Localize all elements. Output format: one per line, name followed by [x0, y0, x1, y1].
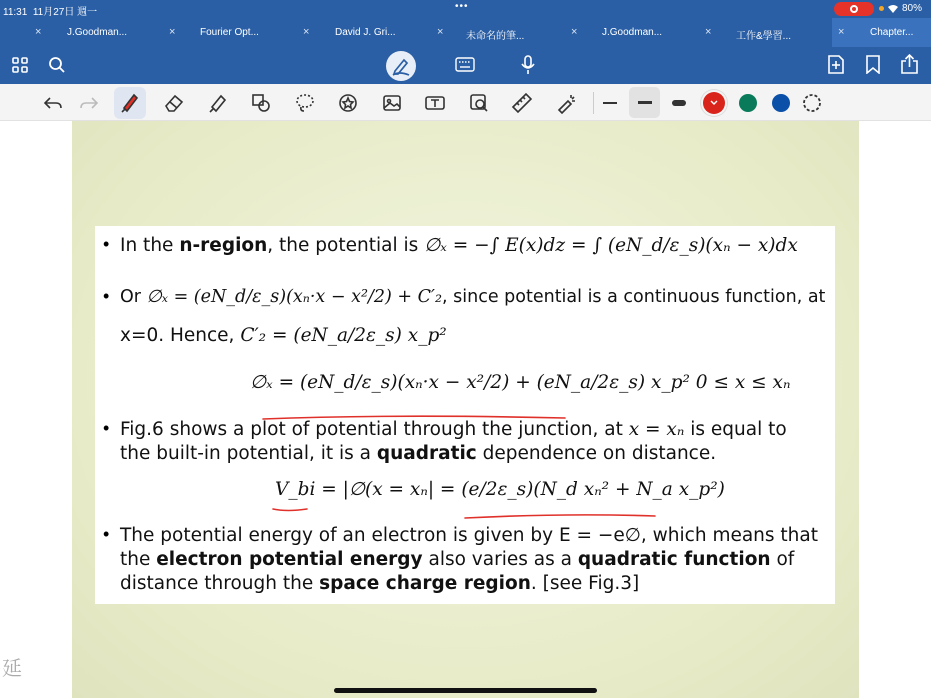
- keyboard-icon[interactable]: [455, 57, 475, 72]
- home-indicator[interactable]: [334, 688, 597, 693]
- equation-built-in-potential: V_bi = |∅(x = xₙ| = (e/2ε_s)(N_d xₙ² + N_a x_p²): [275, 479, 725, 500]
- toolbar-divider: [593, 92, 594, 114]
- bookmark-icon[interactable]: [866, 55, 880, 74]
- tab-2[interactable]: × Fourier Opt...: [169, 26, 259, 38]
- close-icon[interactable]: ×: [838, 26, 845, 38]
- sticker-icon[interactable]: [337, 92, 359, 114]
- pen-icon: [119, 91, 141, 113]
- equation-potential: ∅ₓ = (eN_d/ε_s)(xₙ·x − x²/2) + (eN_a/2ε_s) x_p² 0 ≤ x ≤ xₙ: [250, 372, 791, 393]
- bullet-1-text: In the n-region, the potential is ∅ₓ = −∫ E(x)dz = ∫ (eN_d/ε_s)(xₙ − x)dx: [120, 235, 798, 256]
- tab-4[interactable]: × 未命名的筆...: [437, 26, 525, 42]
- status-right: [879, 3, 922, 14]
- bullet-1: •: [103, 234, 110, 254]
- ruler-icon[interactable]: [511, 92, 533, 114]
- undo-icon[interactable]: [42, 92, 64, 114]
- bullet-2-line2: x=0. Hence, C′₂ = (eN_a/2ε_s) x_p²: [120, 325, 447, 346]
- tab-bar: [0, 18, 931, 47]
- bullet-4: •: [103, 524, 110, 544]
- color-red-button[interactable]: [703, 92, 725, 114]
- search-icon[interactable]: [48, 56, 66, 74]
- tab-7-active[interactable]: × Chapter...: [832, 18, 931, 47]
- write-mode-button[interactable]: [386, 51, 416, 81]
- lecture-slide[interactable]: [95, 226, 835, 604]
- stroke-medium-button[interactable]: [629, 87, 660, 118]
- shapes-icon[interactable]: [250, 92, 272, 114]
- tab-1[interactable]: × J.Goodman...: [35, 26, 128, 38]
- bullet-4-line3: distance through the space charge region. [see Fig.3]: [120, 573, 640, 594]
- main-toolbar: [0, 47, 931, 84]
- eraser-icon[interactable]: [163, 92, 185, 114]
- screenshot-icon[interactable]: [468, 92, 490, 114]
- tab-6[interactable]: × 工作&學習...: [705, 26, 792, 42]
- ink-underline-quadratic-term: [465, 515, 655, 518]
- bullet-3-line2: the built-in potential, it is a quadratic dependence on distance.: [120, 443, 717, 464]
- stroke-thin-button[interactable]: [603, 102, 617, 104]
- pen-tool-selected[interactable]: [114, 87, 146, 119]
- close-icon[interactable]: ×: [303, 26, 310, 38]
- bullet-3-text: Fig.6 shows a plot of potential through the junction, at x = xₙ is equal to: [120, 419, 787, 440]
- pen-write-icon: [391, 56, 411, 76]
- tab-3[interactable]: × David J. Gri...: [303, 26, 396, 38]
- bullet-2: •: [103, 286, 110, 306]
- stroke-thick-button[interactable]: [672, 100, 686, 106]
- wifi-icon: [887, 4, 899, 14]
- close-icon[interactable]: ×: [169, 26, 176, 38]
- microphone-icon[interactable]: [521, 55, 535, 75]
- multitask-dots[interactable]: •••: [455, 1, 469, 12]
- drawing-toolbar: [0, 84, 931, 121]
- laser-pointer-icon[interactable]: [555, 92, 577, 114]
- image-icon[interactable]: [381, 92, 403, 114]
- highlighter-icon[interactable]: [207, 92, 229, 114]
- close-icon[interactable]: ×: [35, 26, 42, 38]
- red-ink-annotations[interactable]: [95, 226, 835, 604]
- lasso-icon[interactable]: [294, 92, 316, 114]
- ink-underline-plot: [263, 416, 565, 419]
- color-blue-button[interactable]: [772, 94, 790, 112]
- close-icon[interactable]: ×: [705, 26, 712, 38]
- share-icon[interactable]: [901, 54, 918, 74]
- status-time: 11:31 11月27日 週一: [3, 7, 98, 18]
- grid-view-icon[interactable]: [12, 57, 28, 73]
- battery-percent: 80%: [902, 3, 923, 14]
- chevron-down-icon: [710, 100, 718, 106]
- bullet-2-text: Or ∅ₓ = (eN_d/ε_s)(xₙ·x − x²/2) + C′₂, since potential is a continuous function, at: [120, 287, 826, 307]
- record-indicator-icon[interactable]: [834, 2, 874, 16]
- ink-underline-vbi: [273, 509, 307, 511]
- close-icon[interactable]: ×: [571, 26, 578, 38]
- stroke-medium-line: [638, 101, 652, 104]
- redo-icon[interactable]: [78, 92, 100, 114]
- bullet-4-line2: the electron potential energy also varies as a quadratic function of: [120, 549, 795, 570]
- mic-dot-icon: [879, 6, 884, 11]
- close-icon[interactable]: ×: [437, 26, 444, 38]
- color-green-button[interactable]: [739, 94, 757, 112]
- side-character: 延: [2, 658, 22, 680]
- status-bar: [0, 0, 931, 18]
- bullet-3: •: [103, 418, 110, 438]
- color-picker-icon[interactable]: [801, 92, 823, 114]
- tab-5[interactable]: × J.Goodman...: [571, 26, 663, 38]
- text-box-icon[interactable]: [424, 92, 446, 114]
- add-page-icon[interactable]: [828, 55, 844, 74]
- bullet-4-line1: The potential energy of an electron is given by E = −e∅, which means that: [120, 525, 818, 546]
